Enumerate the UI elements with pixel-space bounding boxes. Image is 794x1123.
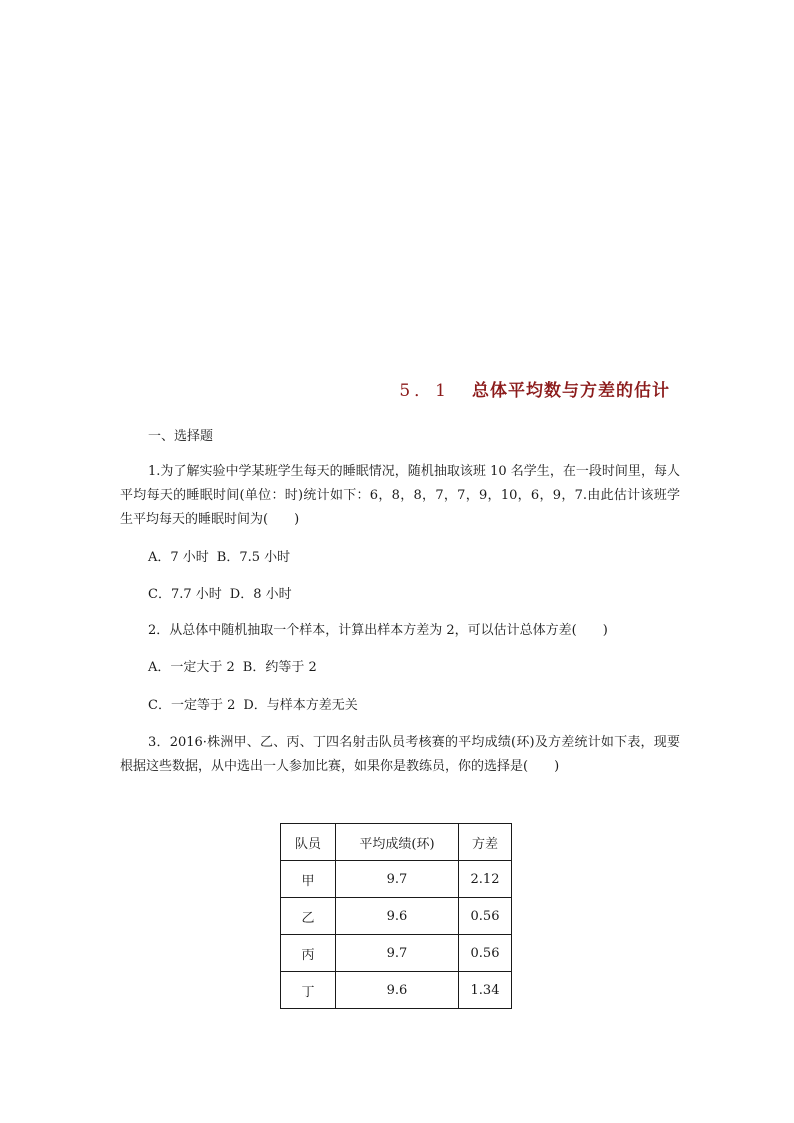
- page-title: [399, 376, 670, 401]
- question-2-option-a: A．一定大于 2: [148, 660, 235, 675]
- question-2-option-d: D．与样本方差无关: [243, 698, 358, 713]
- question-1-option-a: A．7 小时: [148, 550, 209, 565]
- table-cell: 9.6: [336, 898, 459, 935]
- table-cell: 甲: [281, 861, 336, 898]
- table-cell: 9.7: [336, 935, 459, 972]
- question-2-options-row-1: [148, 656, 317, 675]
- table-cell: 丙: [281, 935, 336, 972]
- question-2-option-b: B．约等于 2: [242, 660, 317, 675]
- question-1-options-row-1: [148, 546, 290, 565]
- section-number: 5．1: [399, 381, 450, 401]
- table-cell: 1.34: [459, 972, 512, 1009]
- title-text: 总体平均数与方差的估计: [472, 381, 670, 401]
- question-1-option-d: D．8 小时: [229, 587, 292, 602]
- scores-table: [280, 823, 512, 1009]
- question-3-stem: 3．2016·株洲甲、乙、丙、丁四名射击队员考核赛的平均成绩(环)及方差统计如下表，现要根据这些数据，从中选出一人参加比赛，如果你是教练员，你的选择是( ): [120, 735, 680, 774]
- table-cell: 9.6: [336, 972, 459, 1009]
- table-cell: 乙: [281, 898, 336, 935]
- question-2-stem: 2．从总体中随机抽取一个样本，计算出样本方差为 2，可以估计总体方差( ): [148, 623, 608, 638]
- table-cell: 2.12: [459, 861, 512, 898]
- table-header-cell: 方差: [459, 824, 512, 861]
- question-1-options-row-2: [148, 583, 292, 602]
- question-2-options-row-2: [148, 694, 358, 713]
- table-header-cell: 队员: [281, 824, 336, 861]
- table-row: [281, 935, 512, 972]
- table-row: [281, 861, 512, 898]
- question-1-stem: 1.为了解实验中学某班学生每天的睡眠情况，随机抽取该班 10 名学生，在一段时间里，每人平均每天的睡眠时间(单位：时)统计如下：6，8，8，7，7，9，10，6，9，7.由此估计该班学生平均每天的睡眠时间为( ): [120, 464, 680, 527]
- table-header-cell: 平均成绩(环): [336, 824, 459, 861]
- table-row: [281, 898, 512, 935]
- table-cell: 丁: [281, 972, 336, 1009]
- question-2-option-c: C．一定等于 2: [148, 698, 236, 713]
- question-1-option-c: C．7.7 小时: [148, 587, 222, 602]
- question-1-option-b: B．7.5 小时: [216, 550, 291, 565]
- section-heading: 一、选择题: [148, 429, 214, 444]
- table-cell: 0.56: [459, 935, 512, 972]
- table-header-row: [281, 824, 512, 861]
- table-cell: 9.7: [336, 861, 459, 898]
- table-cell: 0.56: [459, 898, 512, 935]
- table-row: [281, 972, 512, 1009]
